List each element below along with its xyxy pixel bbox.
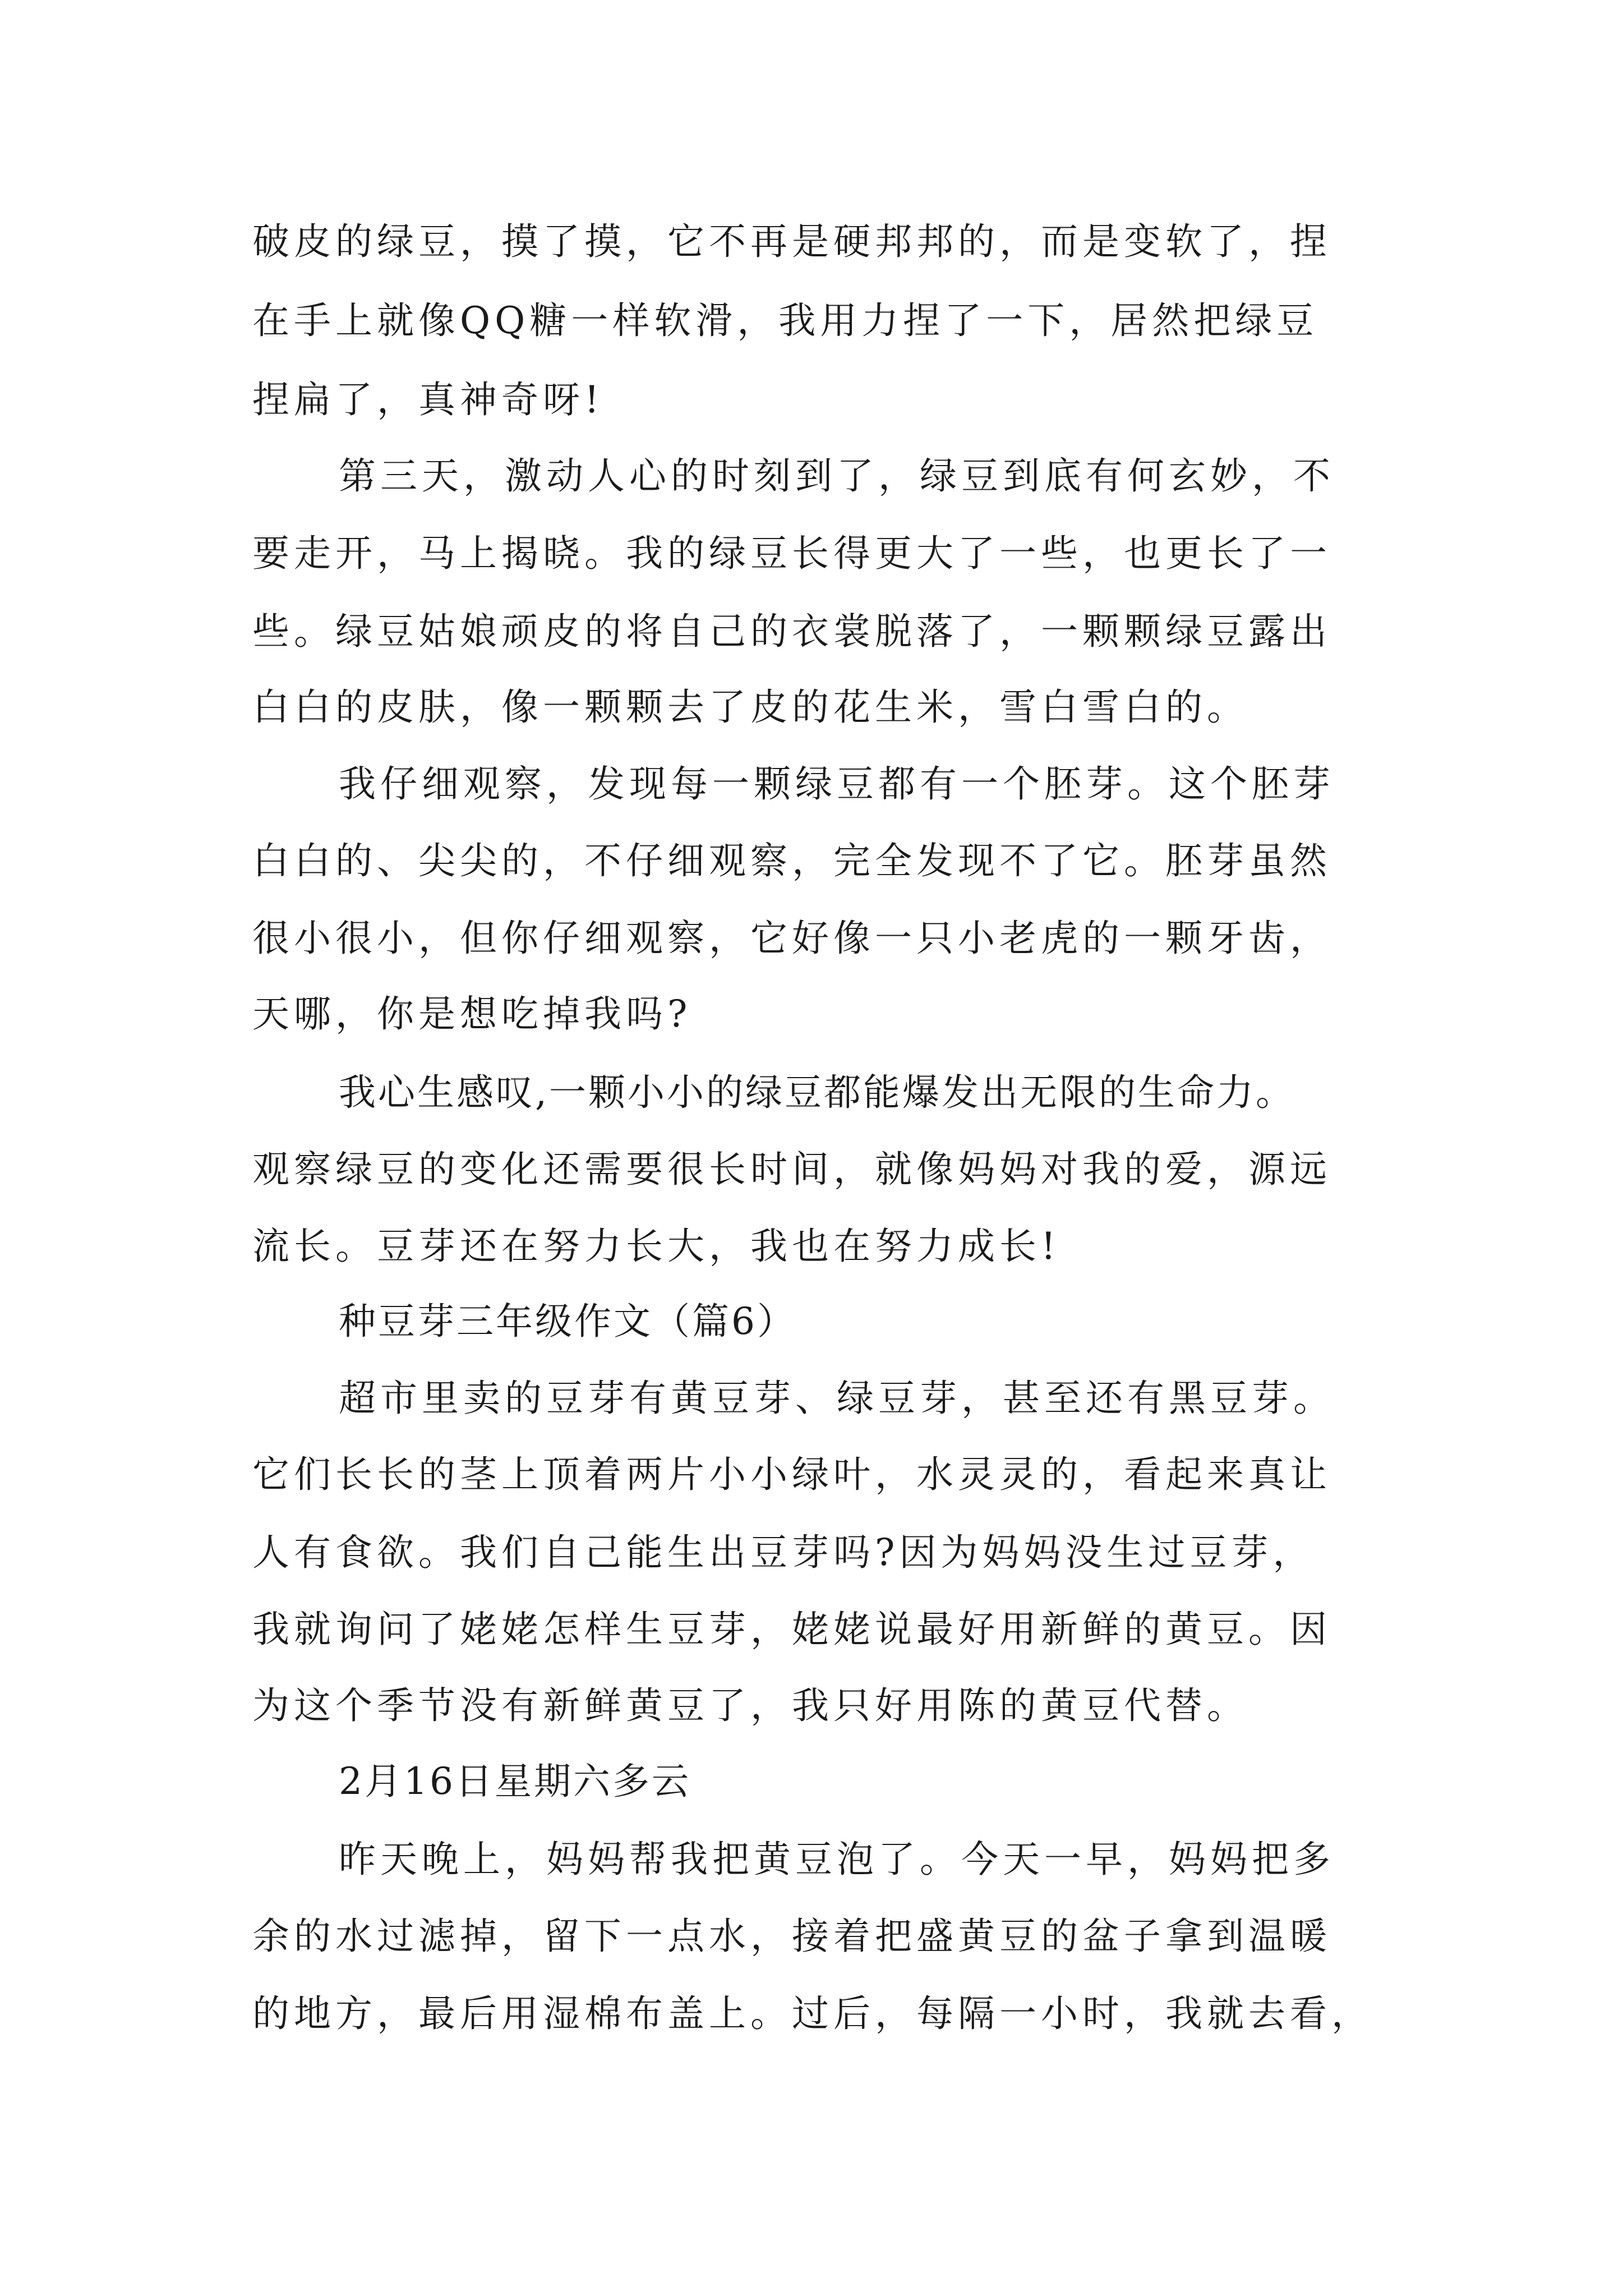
- text-line-12: 我心生感叹,一颗小小的绿豆都能爆发出无限的生命力。: [339, 1071, 1295, 1114]
- text-line-10: 很小很小，但你仔细观察，它好像一只小老虎的一颗牙齿，: [252, 917, 1331, 960]
- text-line-11: 天哪，你是想吃掉我吗?: [252, 992, 692, 1036]
- text-line-6: 些。绿豆姑娘顽皮的将自己的衣裳脱落了，一颗颗绿豆露出: [252, 610, 1331, 653]
- text-line-9: 白白的、尖尖的，不仔细观察，完全发现不了它。胚芽虽然: [252, 839, 1331, 882]
- section-heading: 种豆芽三年级作文（篇6）: [339, 1300, 796, 1343]
- text-line-17: 它们长长的茎上顶着两片小小绿叶，水灵灵的，看起来真让: [252, 1453, 1331, 1496]
- text-line-22: 昨天晚上，妈妈帮我把黄豆泡了。今天一早，妈妈把多: [339, 1838, 1335, 1881]
- text-line-5: 要走开，马上揭晓。我的绿豆长得更大了一些，也更长了一: [252, 532, 1331, 575]
- text-line-24: 的地方，最后用湿棉布盖上。过后，每隔一小时，我就去看，: [252, 1992, 1373, 2035]
- diary-date: 2月16日星期六多云: [339, 1760, 691, 1803]
- text-line-8: 我仔细观察，发现每一颗绿豆都有一个胚芽。这个胚芽: [339, 762, 1335, 806]
- text-line-19: 我就询问了姥姥怎样生豆芽，姥姥说最好用新鲜的黄豆。因: [252, 1608, 1331, 1651]
- text-line-14: 流长。豆芽还在努力长大，我也在努力成长!: [252, 1225, 1061, 1268]
- text-line-23: 余的水过滤掉，留下一点水，接着把盛黄豆的盆子拿到温暖: [252, 1915, 1331, 1958]
- text-line-18: 人有食欲。我们自己能生出豆芽吗?因为妈妈没生过豆芽，: [252, 1531, 1315, 1574]
- text-line-4: 第三天，激动人心的时刻到了，绿豆到底有何玄妙，不: [339, 454, 1335, 498]
- text-line-16: 超市里卖的豆芽有黄豆芽、绿豆芽，甚至还有黑豆芽。: [339, 1377, 1335, 1420]
- text-line-2: 在手上就像QQ糖一样软滑，我用力捏了一下，居然把绿豆: [252, 299, 1318, 342]
- text-line-1: 破皮的绿豆，摸了摸，它不再是硬邦邦的，而是变软了，捏: [252, 220, 1331, 263]
- text-line-7: 白白的皮肤，像一颗颗去了皮的花生米，雪白雪白的。: [252, 685, 1248, 729]
- text-line-20: 为这个季节没有新鲜黄豆了，我只好用陈的黄豆代替。: [252, 1684, 1248, 1727]
- text-line-3: 捏扁了，真神奇呀!: [252, 378, 604, 421]
- text-line-13: 观察绿豆的变化还需要很长时间，就像妈妈对我的爱，源远: [252, 1148, 1331, 1191]
